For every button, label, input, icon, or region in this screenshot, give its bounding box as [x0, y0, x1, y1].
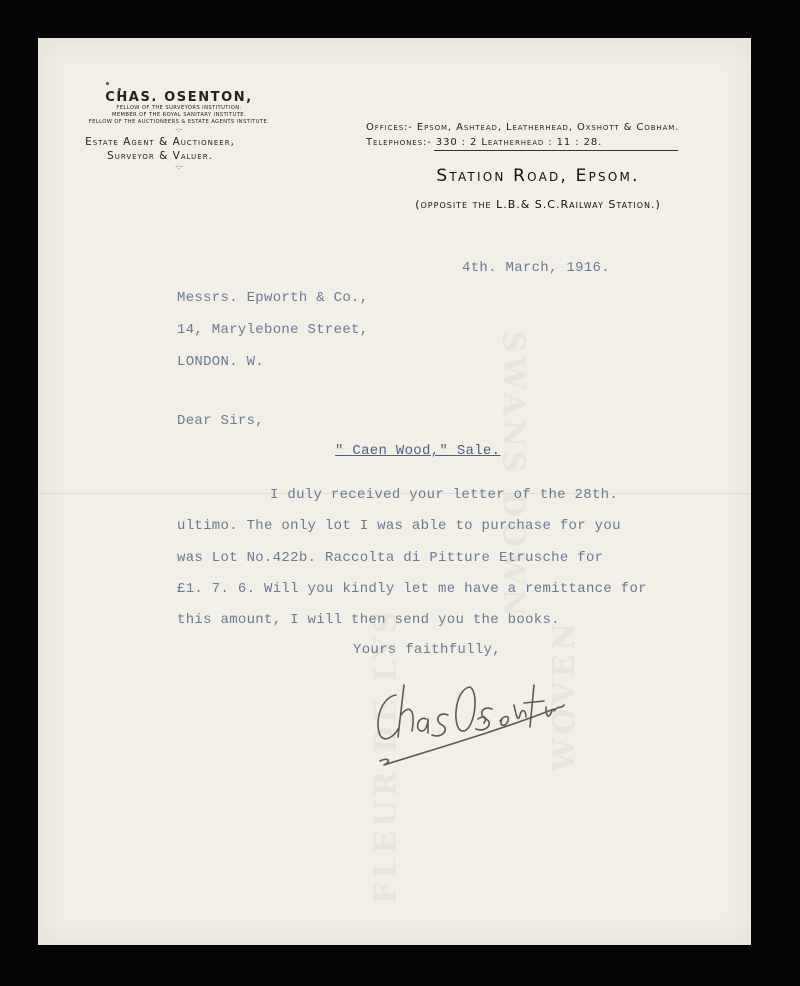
salutation: Dear Sirs, [177, 413, 265, 429]
separator: -:- [175, 163, 183, 171]
address-heading: Station Road, Epsom. [436, 166, 640, 186]
watermark: FLEUR DE LYS [368, 607, 404, 904]
rule [434, 150, 678, 151]
role-line: Estate Agent & Auctioneer, [85, 136, 235, 148]
firm-name: CHAS. OSENTON, [105, 90, 253, 105]
role-line: Surveyor & Valuer. [107, 150, 213, 162]
recipient-line: LONDON. W. [177, 354, 265, 370]
recipient-line: Messrs. Epworth & Co., [177, 290, 369, 306]
letterhead-left [40, 90, 280, 172]
credential-line: MEMBER OF THE ROYAL SANITARY INSTITUTE. [111, 112, 247, 118]
closing: Yours faithfully, [353, 642, 501, 658]
recipient-line: 14, Marylebone Street, [177, 322, 369, 338]
address-note: (opposite the L.B.& S.C.Railway Station.) [415, 198, 661, 211]
body-line: I duly received your letter of the 28th. [270, 487, 619, 503]
pin-hole [106, 82, 109, 85]
letter-date: 4th. March, 1916. [462, 260, 610, 276]
watermark: SWANS DOWN [495, 330, 531, 621]
watermark: WOVEN [546, 619, 582, 772]
credential-line: FELLOW OF THE SURVEYORS INSTITUTION. [116, 105, 242, 111]
offices-line: Offices:- Epsom, Ashtead, Leatherhead, Oxshott & Cobham. [366, 122, 680, 133]
body-line: £1. 7. 6. Will you kindly let me have a remittance for [177, 581, 647, 597]
body-line: was Lot No.422b. Raccolta di Pitture Etrusche for [177, 550, 604, 566]
letterhead-right [366, 120, 716, 151]
body-line: this amount, I will then send you the books. [177, 612, 560, 628]
telephones-line: Telephones:- 330 : 2 Leatherhead : 11 : 28. [366, 137, 603, 148]
separator: -:- [175, 126, 183, 134]
subject-line: " Caen Wood," Sale. [335, 443, 501, 459]
body-line: ultimo. The only lot I was able to purchase for you [177, 518, 621, 534]
credential-line: FELLOW OF THE AUCTIONEERS & ESTATE AGENTS INSTITUTE. [88, 119, 270, 125]
signature [368, 665, 568, 775]
